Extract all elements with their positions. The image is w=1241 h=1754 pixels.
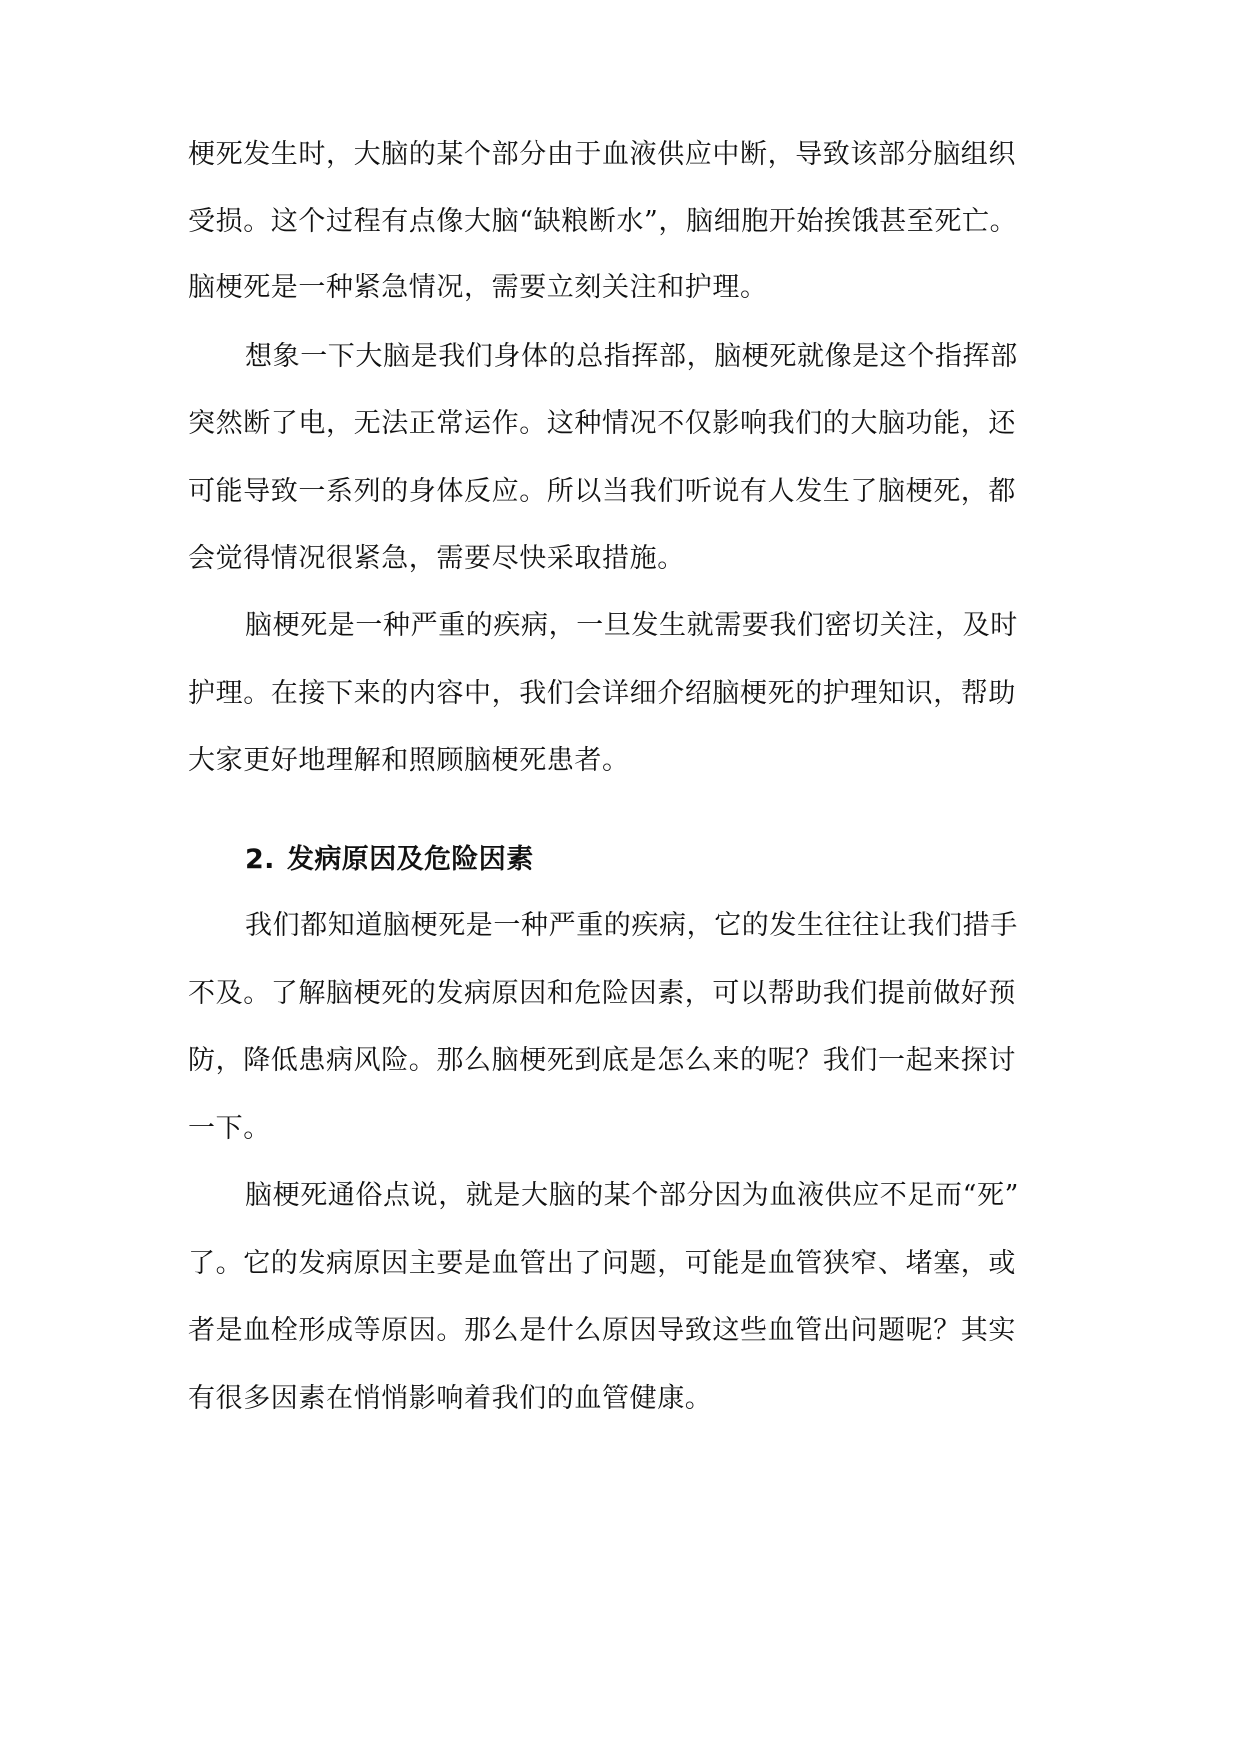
section-number: 2.: [245, 844, 275, 875]
paragraph-line: 可能导致一系列的身体反应。所以当我们听说有人发生了脑梗死，都: [188, 476, 1016, 507]
paragraph-line: 脑梗死是一种紧急情况，需要立刻关注和护理。: [188, 272, 768, 303]
section-heading: [245, 840, 1068, 880]
paragraph-line: 会觉得情况很紧急，需要尽快采取措施。: [188, 543, 685, 574]
paragraph-line: 梗死发生时，大脑的某个部分由于血液供应中断，导致该部分脑组织: [188, 139, 1016, 170]
paragraph-line: 不及。了解脑梗死的发病原因和危险因素，可以帮助我们提前做好预: [188, 978, 1016, 1009]
paragraph-line: 脑梗死通俗点说，就是大脑的某个部分因为血液供应不足而“死”: [245, 1180, 1020, 1211]
paragraph-line: 者是血栓形成等原因。那么是什么原因导致这些血管出问题呢？其实: [188, 1315, 1016, 1346]
paragraph-line: 防，降低患病风险。那么脑梗死到底是怎么来的呢？我们一起来探讨: [188, 1045, 1016, 1076]
section-title: 发病原因及危险因素: [287, 844, 534, 875]
paragraph-line: 我们都知道脑梗死是一种严重的疾病，它的发生往往让我们措手: [245, 910, 1018, 941]
paragraph-line: 受损。这个过程有点像大脑“缺粮断水”，脑细胞开始挨饿甚至死亡。: [188, 206, 1018, 237]
paragraph-line: 脑梗死是一种严重的疾病，一旦发生就需要我们密切关注，及时: [245, 610, 1018, 641]
paragraph-line: 大家更好地理解和照顾脑梗死患者。: [188, 745, 630, 776]
paragraph-line: 有很多因素在悄悄影响着我们的血管健康。: [188, 1383, 713, 1414]
paragraph-line: 护理。在接下来的内容中，我们会详细介绍脑梗死的护理知识，帮助: [188, 678, 1016, 709]
paragraph-line: 突然断了电，无法正常运作。这种情况不仅影响我们的大脑功能，还: [188, 408, 1016, 439]
paragraph-line: 了。它的发病原因主要是血管出了问题，可能是血管狭窄、堵塞，或: [188, 1248, 1016, 1279]
paragraph-line: 想象一下大脑是我们身体的总指挥部，脑梗死就像是这个指挥部: [245, 341, 1018, 372]
paragraph-line: 一下。: [188, 1113, 271, 1144]
